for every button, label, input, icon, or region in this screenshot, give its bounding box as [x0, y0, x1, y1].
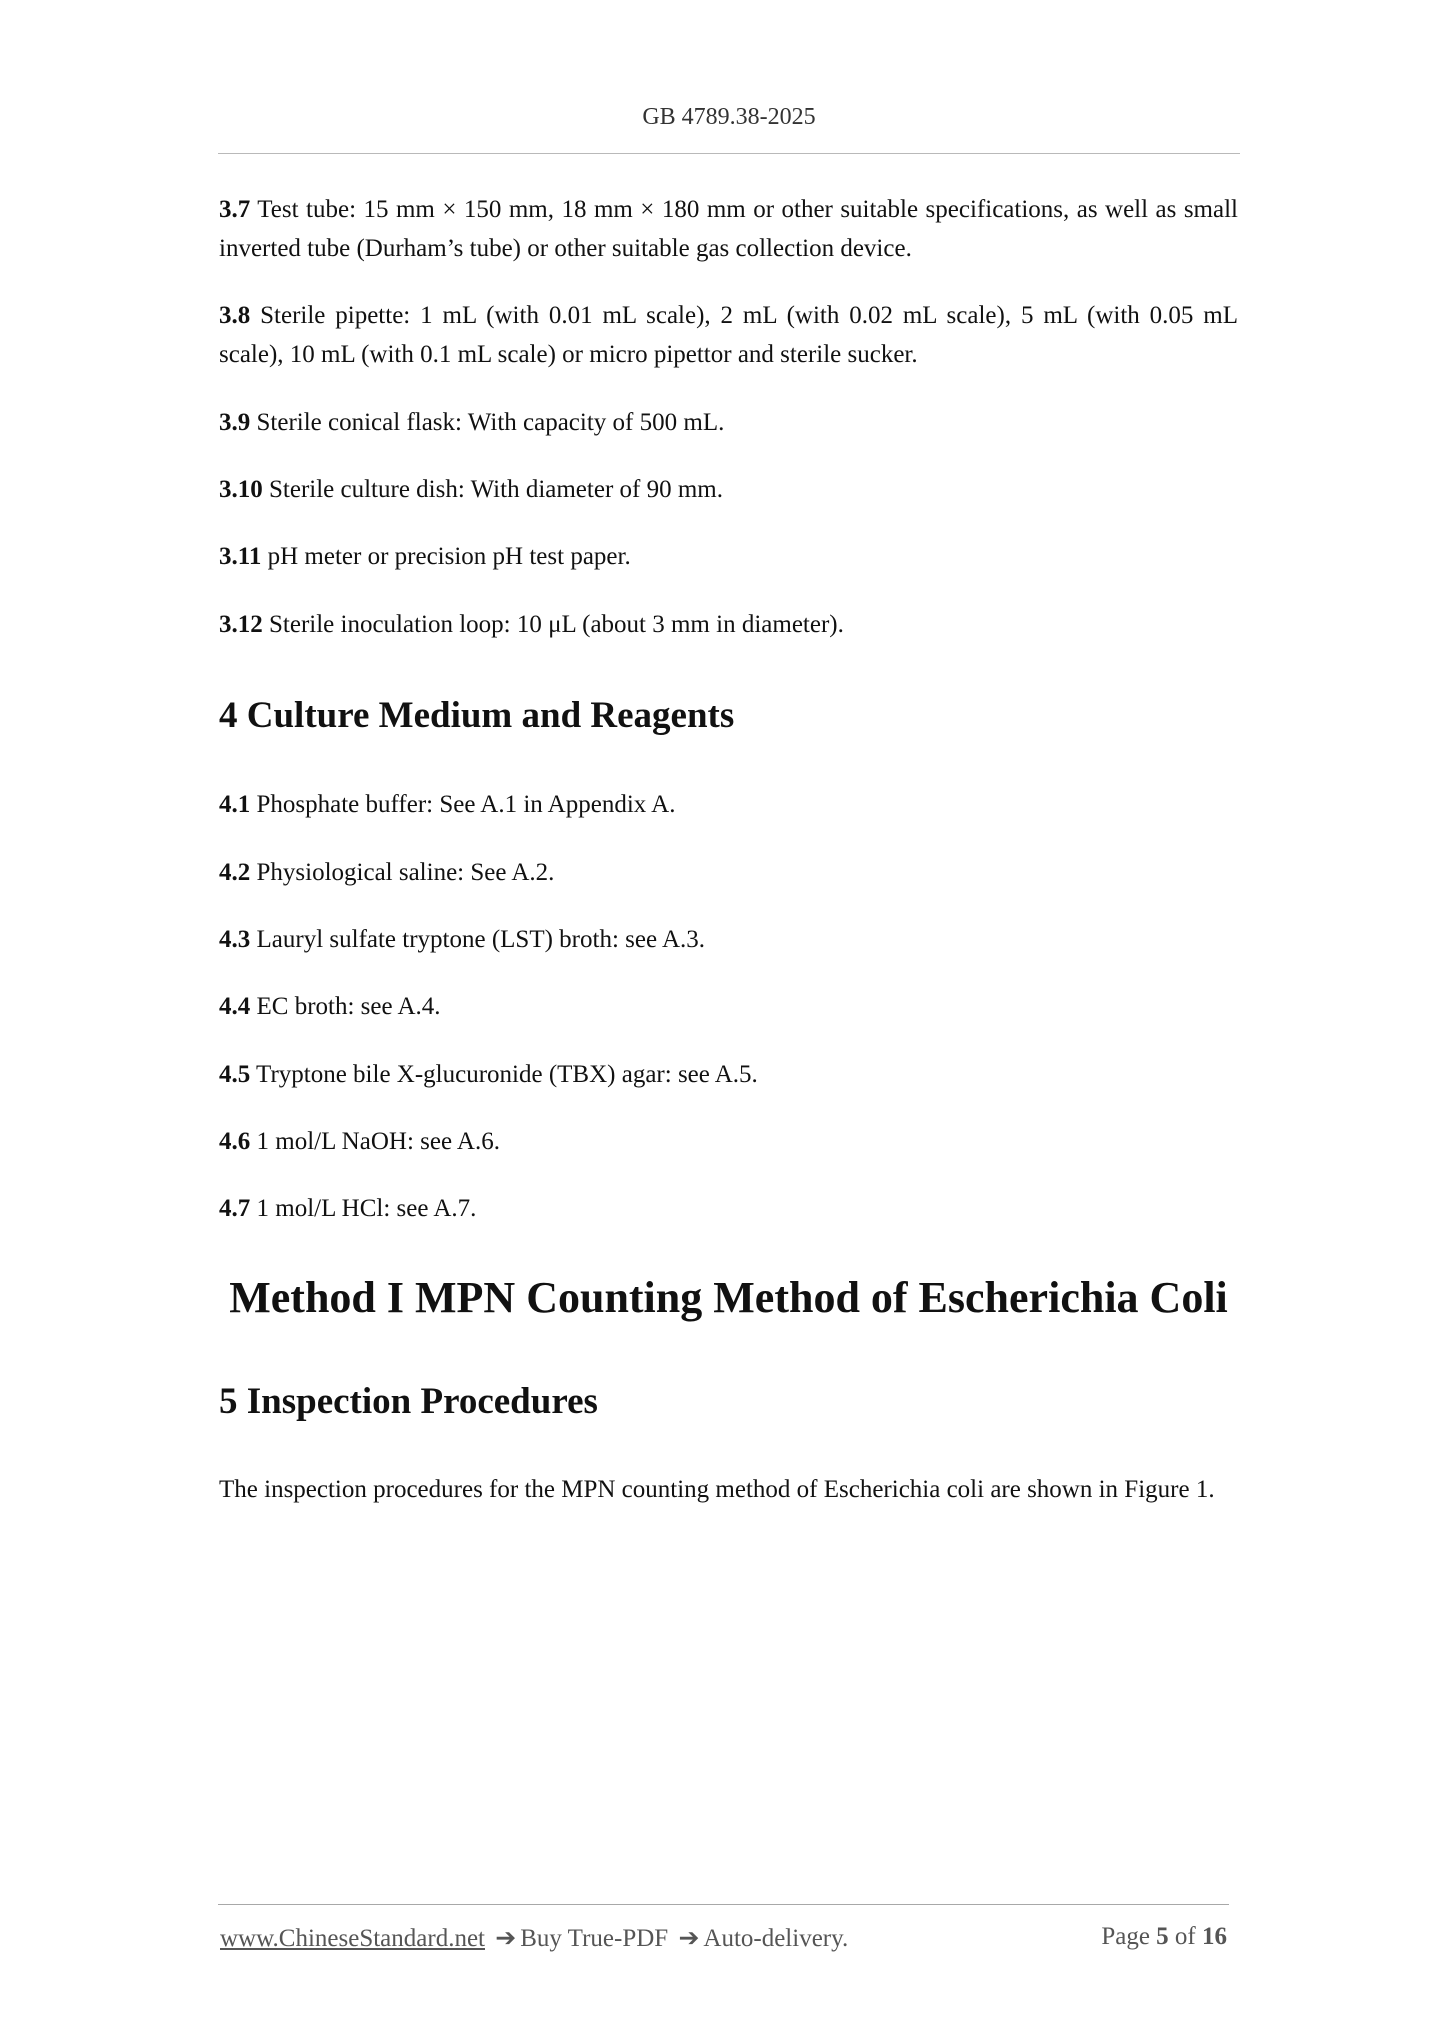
clause-text: Tryptone bile X-glucuronide (TBX) agar: see A.5.	[250, 1061, 758, 1088]
arrow-icon: ➔	[678, 1925, 700, 1952]
clause-number: 3.10	[219, 476, 263, 503]
clause-4-6	[219, 1122, 1238, 1161]
clause-3-7	[219, 190, 1238, 268]
clause-text: Test tube: 15 mm × 150 mm, 18 mm × 180 mm or other suitable specifications, as well as small inverted tube (Durham’s tube) or other suitable gas collection device.	[219, 196, 1238, 262]
clause-text: Sterile culture dish: With diameter of 90 mm.	[262, 476, 723, 503]
clause-number: 3.9	[219, 409, 251, 436]
page-header: GB 4789.38-2025	[642, 104, 816, 130]
page-label: Page	[1101, 1923, 1150, 1950]
chinesestandard-link[interactable]: www.ChineseStandard.net	[220, 1925, 485, 1952]
section-4-heading: 4 Culture Medium and Reagents	[219, 695, 735, 736]
section-5-body: The inspection procedures for the MPN counting method of Escherichia coli are shown in Figure 1.	[219, 1476, 1215, 1503]
clause-number: 4.5	[219, 1061, 251, 1088]
of-label: of	[1174, 1923, 1196, 1950]
clause-text: Sterile conical flask: With capacity of 500 mL.	[250, 409, 725, 436]
clause-text: Sterile pipette: 1 mL (with 0.01 mL scale), 2 mL (with 0.02 mL scale), 5 mL (with 0.05 mL scale), 10 mL (with 0.1 mL scale) or micro pipettor and sterile sucker.	[219, 302, 1238, 368]
arrow-icon: ➔	[495, 1925, 517, 1952]
clause-3-10	[219, 470, 1238, 509]
clause-number: 3.8	[219, 302, 251, 329]
clause-text: Lauryl sulfate tryptone (LST) broth: see A.3.	[250, 926, 705, 953]
clause-text: 1 mol/L HCl: see A.7.	[250, 1195, 477, 1222]
clause-3-9	[219, 403, 1238, 442]
clause-number: 4.2	[219, 859, 251, 886]
header-divider	[218, 153, 1240, 154]
clause-4-7	[219, 1189, 1238, 1228]
clause-4-2	[219, 853, 1238, 892]
clause-3-12	[219, 605, 1238, 644]
clause-number: 3.7	[219, 196, 251, 223]
clause-number: 3.11	[219, 543, 262, 570]
clause-text: Sterile inoculation loop: 10 μL (about 3 mm in diameter).	[262, 611, 844, 638]
clause-number: 4.6	[219, 1128, 251, 1155]
footer-promo	[220, 1923, 848, 1953]
auto-delivery-text: Auto-delivery.	[703, 1925, 849, 1952]
clause-text: pH meter or precision pH test paper.	[261, 543, 631, 570]
method-heading: Method I MPN Counting Method of Escherichia Coli	[229, 1273, 1228, 1322]
clause-number: 4.4	[219, 993, 251, 1020]
clause-4-5	[219, 1055, 1238, 1094]
clause-3-11	[219, 537, 1238, 576]
clause-number: 4.7	[219, 1195, 251, 1222]
clause-number: 3.12	[219, 611, 263, 638]
footer-divider	[218, 1904, 1229, 1905]
current-page: 5	[1156, 1923, 1169, 1950]
clause-3-8	[219, 296, 1238, 374]
clause-4-4	[219, 987, 1238, 1026]
clause-number: 4.1	[219, 791, 251, 818]
clause-text: EC broth: see A.4.	[250, 993, 441, 1020]
clause-number: 4.3	[219, 926, 251, 953]
section-5-heading: 5 Inspection Procedures	[219, 1381, 598, 1422]
clause-text: Phosphate buffer: See A.1 in Appendix A.	[250, 791, 676, 818]
clause-text: 1 mol/L NaOH: see A.6.	[250, 1128, 500, 1155]
page-number	[1101, 1923, 1227, 1951]
total-pages: 16	[1202, 1923, 1227, 1950]
buy-true-pdf-text: Buy True-PDF	[520, 1925, 669, 1952]
clause-text: Physiological saline: See A.2.	[250, 859, 555, 886]
clause-4-3	[219, 920, 1238, 959]
clause-4-1	[219, 785, 1238, 824]
